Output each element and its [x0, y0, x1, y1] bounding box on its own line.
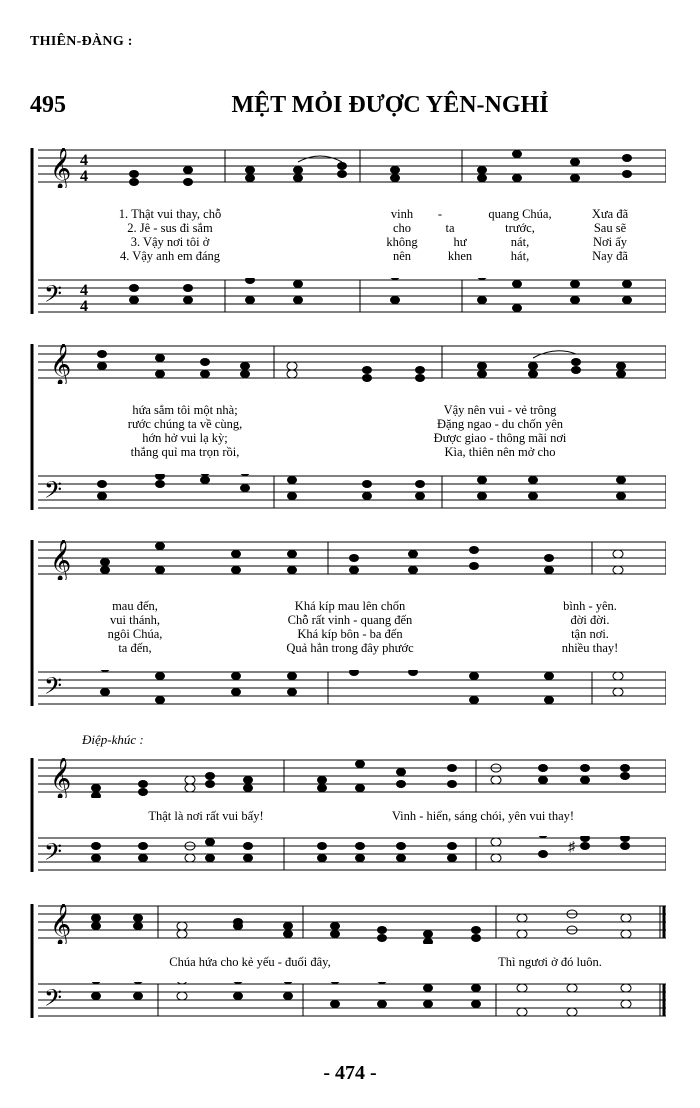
svg-text:𝄞: 𝄞: [50, 758, 72, 798]
svg-text:𝄢: 𝄢: [44, 672, 63, 705]
lyric-line: hớn hở vui lạ kỳ; Được giao - thông mãi nơi: [142, 431, 567, 445]
lyric-line: 2. Jê - sus đi sắm cho ta trước, Sau sẽ: [127, 221, 627, 235]
lyric-line: ta đến, Quả hẳn trong đây phước nhiều thay!: [118, 641, 619, 655]
page-number: - 474 -: [323, 1062, 377, 1084]
treble-staff: [30, 148, 666, 188]
lyric-line: mau đến, Khá kíp mau lên chốn bình - yên.: [112, 599, 617, 613]
music-system-5: [30, 904, 666, 1054]
system-bracket: [30, 148, 44, 328]
music-system-1: [30, 148, 666, 328]
treble-staff: [30, 540, 666, 580]
svg-text:𝄞: 𝄞: [50, 344, 72, 384]
treble-staff: [30, 758, 666, 798]
lyric-line: ngôi Chúa, Khá kíp bôn - ba đến tận nơi.: [107, 627, 609, 641]
treble-clef-icon: 𝄞: [50, 148, 72, 188]
lyric-line: rước chúng ta về cùng, Đặng ngao - du chốn yên: [127, 417, 564, 431]
svg-text:𝄞: 𝄞: [50, 904, 72, 944]
treble-staff: [30, 344, 666, 384]
bass-staff: [30, 836, 666, 872]
bass-staff: [30, 982, 666, 1018]
lyric-line: hứa sắm tôi một nhà; Vậy nên vui - vẻ trông: [132, 403, 557, 417]
lyric-line: 4. Vậy anh em đáng nên khen hát, Nay đã: [119, 249, 628, 263]
svg-text:𝄢: 𝄢: [44, 984, 63, 1017]
music-system-3: [30, 540, 666, 720]
svg-text:4: 4: [80, 298, 88, 315]
lyric-line: Thật là nơi rất vui bấy! Vinh - hiển, sáng chói, yên vui thay!: [148, 809, 575, 823]
hymn-number: 495: [30, 92, 66, 118]
chorus-label: Điệp-khúc :: [82, 732, 144, 747]
bass-staff: [30, 670, 666, 706]
music-system-4: [30, 732, 666, 886]
lyric-line: vui thánh, Chỗ rất vinh - quang đến đời đời.: [110, 613, 610, 627]
lyric-line: thắng quỉ ma trọn rồi, Kìa, thiên nên mở cho: [130, 445, 556, 459]
svg-text:4: 4: [80, 152, 88, 169]
lyric-line: 1. Thật vui thay, chỗ vinh - quang Chúa, Xưa đã: [118, 207, 629, 221]
svg-text:4: 4: [80, 282, 88, 299]
svg-text:4: 4: [80, 168, 88, 185]
treble-staff: [30, 904, 666, 944]
sharp-sign: ♯: [568, 840, 575, 855]
hymn-title: MỆT MỎI ĐƯỢC YÊN-NGHỈ: [231, 92, 549, 118]
section-header: THIÊN-ĐÀNG :: [30, 34, 133, 49]
svg-text:𝄞: 𝄞: [50, 540, 72, 580]
bass-clef-icon: 𝄢: [44, 280, 63, 313]
lyric-line: Chúa hứa cho kẻ yếu - đuối đây, Thì ngươi ở đó luôn.: [169, 955, 602, 969]
lyric-line: 3. Vậy nơi tôi ở không hư nát, Nơi ấy: [130, 235, 628, 249]
bass-staff: [30, 474, 666, 510]
svg-text:𝄢: 𝄢: [44, 476, 63, 509]
bass-staff: [30, 278, 666, 314]
music-system-2: [30, 344, 666, 524]
svg-text:𝄢: 𝄢: [44, 838, 63, 871]
